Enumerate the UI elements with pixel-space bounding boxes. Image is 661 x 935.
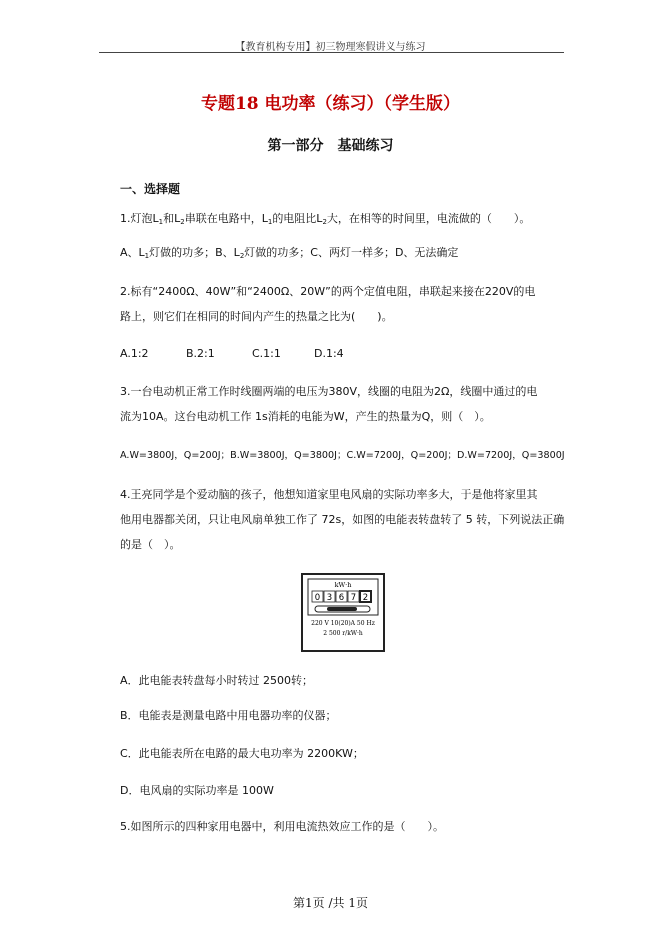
section-heading: 一、选择题 [120,182,181,196]
question-2-line-1: 2.标有“2400Ω、40W”和“2400Ω、20W”的两个定值电阻，串联起来接在220V的电 [120,285,536,298]
meter-digit: 2 [362,593,369,603]
meter-digit: 3 [326,593,333,603]
question-4-option-c: C．此电能表所在电路的最大电功率为 2200KW； [120,747,364,760]
meter-digit: 6 [338,593,345,603]
question-4-line-3: 的是（ ）。 [120,538,181,551]
q1-text: 的电阻比L [272,212,323,225]
q1-option-text: A、L [120,246,145,259]
question-4-option-b: B．电能表是测量电路中用电器功率的仪器； [120,709,337,722]
page-footer: 第1页 /共 1页 [293,896,368,910]
question-1-stem [120,210,530,226]
q1-text: 1.灯泡L [120,212,159,225]
q1-text: 串联在电路中，L [184,212,268,225]
part-heading: 第一部分 基础练习 [267,138,394,154]
q1-subscript: 2 [180,218,185,226]
q1-subscript: 1 [158,218,164,226]
question-4-line-2: 他用电器都关闭，只让电风扇单独工作了 72s，如图的电能表转盘转了 5 转，下列说法正确 [120,513,565,526]
q1-text: 大，在相等的时间里，电流做的（ ）。 [326,212,531,225]
question-1-options [120,244,458,260]
meter-constant-label: 2 500 r/kW·h [323,630,363,637]
question-2-line-2: 路上，则它们在相同的时间内产生的热量之比为( )。 [120,310,393,323]
q1-option-text: 灯做的功多；B、L [149,246,240,259]
question-3-line-2: 流为10A。这台电动机工作 1s消耗的电能为W，产生的热量为Q，则（ ）。 [120,410,491,423]
meter-digits [312,591,371,603]
question-2-option-b: B.2:1 [186,347,215,360]
question-4-option-d: D．电风扇的实际功率是 100W [120,784,274,797]
header-divider [99,52,564,53]
q1-option-text: 灯做的功多；C、两灯一样多；D、无法确定 [244,246,459,259]
electric-meter-figure [301,573,385,652]
question-2-option-d: D.1:4 [314,347,344,360]
question-4-line-1: 4.王亮同学是个爱动脑的孩子，他想知道家里电风扇的实际功率多大，于是他将家里其 [120,488,538,501]
q1-text: 和L [163,212,181,225]
q1-subscript: 2 [239,252,245,260]
q1-subscript: 1 [267,218,273,226]
question-3-options: A.W=3800J，Q=200J；B.W=3800J，Q=3800J；C.W=7200J，Q=200J；D.W=7200J，Q=3800J [120,450,565,461]
q1-subscript: 2 [322,218,327,226]
page-header: 【教育机构专用】初三物理寒假讲义与练习 [235,42,426,53]
meter-rating-label: 220 V 10(20)A 50 Hz [311,620,375,627]
question-4-option-a: A．此电能表转盘每小时转过 2500转； [120,674,314,687]
document-title: 专题18 电功率（练习）（学生版） [200,94,461,114]
meter-digit: 0 [314,593,321,603]
meter-rotor-disc [315,606,370,612]
question-3-line-1: 3.一台电动机正常工作时线圈两端的电压为380V，线圈的电阻为2Ω，线圈中通过的电 [120,385,538,398]
question-2-option-c: C.1:1 [252,347,281,360]
meter-digit: 7 [350,593,357,603]
q1-subscript: 1 [144,252,150,260]
meter-unit-label: kW·h [334,581,352,589]
question-5-line-1: 5.如图所示的四种家用电器中，利用电流热效应工作的是（ ）。 [120,820,444,833]
question-2-option-a: A.1:2 [120,347,149,360]
